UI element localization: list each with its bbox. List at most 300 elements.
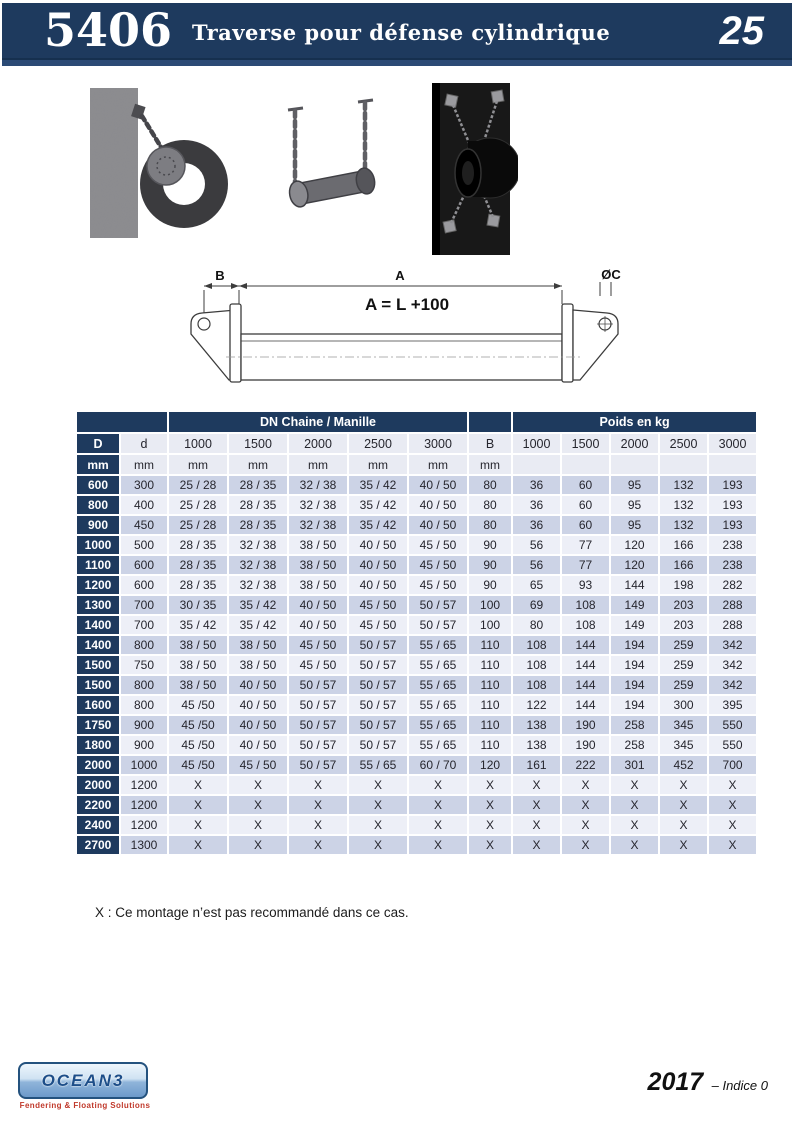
col-header: D (77, 434, 119, 453)
table-cell: 203 (660, 596, 707, 614)
table-cell: X (611, 816, 658, 834)
table-cell: 1200 (121, 816, 167, 834)
table-cell: 1200 (121, 776, 167, 794)
table-row (77, 676, 756, 694)
table-cell: 38 / 50 (289, 576, 347, 594)
table-cell: 28 / 35 (229, 476, 287, 494)
table-cell: 35 / 42 (169, 616, 227, 634)
table-cell: 40 / 50 (229, 696, 287, 714)
table-cell: 90 (469, 536, 511, 554)
table-cell: 120 (611, 536, 658, 554)
group-header-dn: DN Chaine / Manille (169, 412, 467, 432)
table-cell: 40 / 50 (349, 576, 407, 594)
table-cell: 45 /50 (169, 696, 227, 714)
table-cell: 700 (121, 616, 167, 634)
table-cell: 55 / 65 (409, 716, 467, 734)
table-cell: 144 (562, 656, 609, 674)
table-cell: 108 (513, 656, 560, 674)
col-header: 3000 (709, 434, 756, 453)
unit-cell (709, 455, 756, 474)
col-header: 1000 (169, 434, 227, 453)
table-row (77, 576, 756, 594)
table-cell: 450 (121, 516, 167, 534)
table-cell: 32 / 38 (289, 496, 347, 514)
table-cell: 122 (513, 696, 560, 714)
table-cell: 77 (562, 556, 609, 574)
table-cell: 45 / 50 (229, 756, 287, 774)
table-cell: 35 / 42 (229, 596, 287, 614)
table-cell: X (229, 816, 287, 834)
table-row (77, 496, 756, 514)
spec-table (75, 410, 758, 856)
table-cell: 95 (611, 516, 658, 534)
table-cell: 108 (562, 596, 609, 614)
table-cell: 25 / 28 (169, 496, 227, 514)
table-cell: 60 (562, 476, 609, 494)
table-cell: 36 (513, 516, 560, 534)
table-cell: 69 (513, 596, 560, 614)
table-cell: 38 / 50 (169, 656, 227, 674)
table-cell: 25 / 28 (169, 476, 227, 494)
table-cell: X (709, 776, 756, 794)
table-cell: 800 (121, 636, 167, 654)
col-header: 3000 (409, 434, 467, 453)
table-cell: 95 (611, 496, 658, 514)
table-cell: X (709, 816, 756, 834)
row-header: 2200 (77, 796, 119, 814)
table-cell: 50 / 57 (349, 696, 407, 714)
table-cell: 28 / 35 (229, 496, 287, 514)
row-header: 1750 (77, 716, 119, 734)
table-cell: 93 (562, 576, 609, 594)
unit-cell: mm (469, 455, 511, 474)
table-cell: X (562, 836, 609, 854)
row-header: 2400 (77, 816, 119, 834)
table-cell: 550 (709, 716, 756, 734)
unit-cell: mm (349, 455, 407, 474)
group-spacer (77, 412, 167, 432)
table-cell: 259 (660, 656, 707, 674)
row-header: 600 (77, 476, 119, 494)
table-cell: X (349, 816, 407, 834)
table-cell: X (169, 776, 227, 794)
table-cell: 95 (611, 476, 658, 494)
table-cell: 149 (611, 596, 658, 614)
unit-cell: mm (77, 455, 119, 474)
table-row (77, 836, 756, 854)
table-row (77, 696, 756, 714)
table-cell: 258 (611, 716, 658, 734)
table-cell: 80 (513, 616, 560, 634)
table-cell: 40 / 50 (289, 616, 347, 634)
table-cell: 40 / 50 (349, 556, 407, 574)
unit-cell: mm (121, 455, 167, 474)
photo-traverse-chains (268, 93, 400, 225)
table-cell: 35 / 42 (349, 476, 407, 494)
table-row (77, 516, 756, 534)
table-cell: X (611, 836, 658, 854)
table-cell: X (660, 776, 707, 794)
table-cell: 282 (709, 576, 756, 594)
table-cell: 300 (660, 696, 707, 714)
table-cell: 40 / 50 (229, 676, 287, 694)
row-header: 1400 (77, 616, 119, 634)
table-cell: 45 / 50 (289, 656, 347, 674)
table-cell: 203 (660, 616, 707, 634)
col-header: 1000 (513, 434, 560, 453)
row-header: 1800 (77, 736, 119, 754)
table-cell: 1300 (121, 836, 167, 854)
table-cell: X (289, 816, 347, 834)
table-cell: 132 (660, 496, 707, 514)
unit-cell: mm (229, 455, 287, 474)
table-cell: X (562, 776, 609, 794)
table-cell: 800 (121, 676, 167, 694)
table-row (77, 776, 756, 794)
edition-year: 2017 (647, 1068, 704, 1096)
table-cell: 194 (611, 676, 658, 694)
col-header: d (121, 434, 167, 453)
table-cell: X (409, 776, 467, 794)
table-row (77, 636, 756, 654)
col-header: 2500 (660, 434, 707, 453)
table-cell: 60 / 70 (409, 756, 467, 774)
table-cell: 28 / 35 (169, 576, 227, 594)
table-cell: 1000 (121, 756, 167, 774)
col-header: B (469, 434, 511, 453)
table-cell: 32 / 38 (289, 476, 347, 494)
table-cell: 288 (709, 596, 756, 614)
row-header: 1300 (77, 596, 119, 614)
table-cell: 28 / 35 (169, 556, 227, 574)
unit-cell (562, 455, 609, 474)
table-cell: X (513, 836, 560, 854)
table-cell: X (611, 796, 658, 814)
table-cell: 45 / 50 (409, 536, 467, 554)
table-cell: 110 (469, 676, 511, 694)
row-header: 1500 (77, 656, 119, 674)
table-cell: 55 / 65 (409, 696, 467, 714)
table-row (77, 796, 756, 814)
table-cell: X (660, 816, 707, 834)
row-header: 1100 (77, 556, 119, 574)
chain-icon (142, 116, 164, 152)
table-cell: 193 (709, 476, 756, 494)
row-header: 900 (77, 516, 119, 534)
table-cell: 25 / 28 (169, 516, 227, 534)
table-cell: 500 (121, 536, 167, 554)
table-cell: X (513, 776, 560, 794)
table-cell: 198 (660, 576, 707, 594)
table-cell: 90 (469, 576, 511, 594)
table-cell: X (169, 816, 227, 834)
table-cell: 238 (709, 536, 756, 554)
table-cell: 259 (660, 636, 707, 654)
photo-cylindrical-fender-wall (432, 83, 518, 255)
edition-info (648, 1068, 768, 1097)
table-cell: 301 (611, 756, 658, 774)
table-cell: 342 (709, 676, 756, 694)
table-cell: X (169, 836, 227, 854)
page-title: Traverse pour défense cylindrique (192, 20, 611, 45)
table-cell: 345 (660, 716, 707, 734)
table-cell: 120 (469, 756, 511, 774)
table-cell: X (349, 836, 407, 854)
table-cell: 55 / 65 (409, 656, 467, 674)
row-header: 2000 (77, 756, 119, 774)
table-cell: 32 / 38 (289, 516, 347, 534)
table-cell: 100 (469, 616, 511, 634)
table-cell: X (709, 796, 756, 814)
table-cell: 400 (121, 496, 167, 514)
table-cell: X (289, 776, 347, 794)
table-cell: X (349, 796, 407, 814)
unit-cell: mm (409, 455, 467, 474)
table-cell: 190 (562, 716, 609, 734)
table-cell: X (229, 796, 287, 814)
table-cell: 110 (469, 736, 511, 754)
table-cell: 50 / 57 (349, 636, 407, 654)
col-header: 2500 (349, 434, 407, 453)
table-cell: X (229, 836, 287, 854)
table-cell: 144 (562, 636, 609, 654)
table-cell: 80 (469, 516, 511, 534)
table-cell: X (289, 796, 347, 814)
photo-pile-tire-fender (80, 88, 240, 258)
table-cell: X (513, 796, 560, 814)
table-cell: 110 (469, 636, 511, 654)
table-cell: 700 (121, 596, 167, 614)
table-cell: 100 (469, 596, 511, 614)
table-cell: 40 / 50 (229, 716, 287, 734)
table-cell: 1200 (121, 796, 167, 814)
table-cell: 50 / 57 (289, 676, 347, 694)
table-cell: X (469, 796, 511, 814)
table-cell: 194 (611, 636, 658, 654)
table-cell: 38 / 50 (169, 636, 227, 654)
table-cell: X (611, 776, 658, 794)
dim-label-c: ØC (601, 267, 621, 282)
table-cell: 40 / 50 (409, 516, 467, 534)
table-cell: 35 / 42 (349, 496, 407, 514)
doc-code: 5406 (44, 3, 173, 57)
table-cell: 342 (709, 636, 756, 654)
row-header: 1400 (77, 636, 119, 654)
table-row (77, 556, 756, 574)
table-cell: 55 / 65 (409, 676, 467, 694)
unit-cell: mm (289, 455, 347, 474)
table-cell: 750 (121, 656, 167, 674)
table-cell: 395 (709, 696, 756, 714)
table-cell: 40 / 50 (229, 736, 287, 754)
table-cell: 110 (469, 656, 511, 674)
row-header: 1600 (77, 696, 119, 714)
table-cell: 55 / 65 (349, 756, 407, 774)
table-cell: 32 / 38 (229, 556, 287, 574)
table-row (77, 616, 756, 634)
table-cell: 166 (660, 536, 707, 554)
table-cell: 35 / 42 (349, 516, 407, 534)
table-cell: 132 (660, 516, 707, 534)
table-row (77, 476, 756, 494)
page-number: 25 (719, 9, 764, 53)
table-cell: 161 (513, 756, 560, 774)
table-cell: X (562, 816, 609, 834)
table-cell: 110 (469, 716, 511, 734)
table-cell: 40 / 50 (289, 596, 347, 614)
edition-indice: – Indice 0 (711, 1078, 768, 1093)
table-cell: 45 /50 (169, 716, 227, 734)
table-cell: X (469, 836, 511, 854)
table-cell: X (709, 836, 756, 854)
table-row (77, 716, 756, 734)
table-cell: X (229, 776, 287, 794)
table-cell: 258 (611, 736, 658, 754)
logo-text: OCEAN3 (41, 1070, 125, 1090)
table-cell: 288 (709, 616, 756, 634)
table-cell: 342 (709, 656, 756, 674)
table-cell: 300 (121, 476, 167, 494)
unit-cell (513, 455, 560, 474)
table-cell: 194 (611, 696, 658, 714)
table-cell: 38 / 50 (229, 656, 287, 674)
table-cell: 138 (513, 716, 560, 734)
table-cell: 190 (562, 736, 609, 754)
table-cell: 600 (121, 576, 167, 594)
table-cell: 36 (513, 496, 560, 514)
table-cell: 65 (513, 576, 560, 594)
col-header: 1500 (562, 434, 609, 453)
col-header: 2000 (611, 434, 658, 453)
table-cell: 50 / 57 (409, 596, 467, 614)
table-cell: X (513, 816, 560, 834)
col-header: 2000 (289, 434, 347, 453)
table-cell: 45 / 50 (349, 616, 407, 634)
table-cell: 50 / 57 (289, 736, 347, 754)
table-cell: X (469, 776, 511, 794)
logo-box (18, 1062, 148, 1099)
table-cell: 38 / 50 (229, 636, 287, 654)
unit-cell (660, 455, 707, 474)
row-header: 1000 (77, 536, 119, 554)
table-cell: 80 (469, 496, 511, 514)
table-cell: 108 (513, 676, 560, 694)
table-row (77, 656, 756, 674)
table-cell: 38 / 50 (289, 536, 347, 554)
table-cell: 30 / 35 (169, 596, 227, 614)
table-cell: X (562, 796, 609, 814)
table-cell: 45 /50 (169, 756, 227, 774)
table-cell: 120 (611, 556, 658, 574)
table-cell: 40 / 50 (349, 536, 407, 554)
table-cell: 700 (709, 756, 756, 774)
table-cell: X (660, 796, 707, 814)
table-cell: 38 / 50 (289, 556, 347, 574)
table-cell: 77 (562, 536, 609, 554)
table-cell: 60 (562, 516, 609, 534)
unit-cell: mm (169, 455, 227, 474)
table-cell: X (289, 836, 347, 854)
table-cell: 50 / 57 (289, 716, 347, 734)
table-cell: 45 / 50 (409, 576, 467, 594)
table-cell: 193 (709, 496, 756, 514)
dim-formula: A = L +100 (364, 295, 450, 314)
table-cell: 238 (709, 556, 756, 574)
dim-label-b: B (215, 268, 225, 283)
dim-label-a: A (395, 268, 405, 283)
table-cell: X (660, 836, 707, 854)
table-cell: 50 / 57 (289, 696, 347, 714)
table-row (77, 816, 756, 834)
table-cell: 600 (121, 556, 167, 574)
table-cell: 36 (513, 476, 560, 494)
table-cell: 138 (513, 736, 560, 754)
table-cell: 45 /50 (169, 736, 227, 754)
table-cell: X (409, 836, 467, 854)
logo-tagline: Fendering & Floating Solutions (19, 1101, 151, 1110)
table-cell: 40 / 50 (409, 476, 467, 494)
table-cell: 50 / 57 (349, 656, 407, 674)
table-cell: 50 / 57 (289, 756, 347, 774)
unit-cell (611, 455, 658, 474)
dimension-drawing (170, 266, 644, 394)
table-cell: 132 (660, 476, 707, 494)
row-header: 2700 (77, 836, 119, 854)
table-cell: 32 / 38 (229, 576, 287, 594)
table-cell: 550 (709, 736, 756, 754)
table-cell: 45 / 50 (289, 636, 347, 654)
table-cell: 28 / 35 (169, 536, 227, 554)
table-cell: 40 / 50 (409, 496, 467, 514)
table-cell: 144 (562, 676, 609, 694)
row-header: 1500 (77, 676, 119, 694)
table-cell: X (349, 776, 407, 794)
footnote: X : Ce montage n’est pas recommandé dans ce cas. (95, 905, 409, 920)
table-cell: 166 (660, 556, 707, 574)
table-cell: 345 (660, 736, 707, 754)
table-cell: 193 (709, 516, 756, 534)
table-cell: X (409, 796, 467, 814)
table-cell: 900 (121, 716, 167, 734)
table-cell: 50 / 57 (349, 716, 407, 734)
table-cell: 55 / 65 (409, 736, 467, 754)
table-cell: 56 (513, 556, 560, 574)
company-logo (18, 1062, 152, 1110)
table-cell: 144 (562, 696, 609, 714)
table-cell: 800 (121, 696, 167, 714)
header-band (2, 3, 792, 60)
table-cell: 55 / 65 (409, 636, 467, 654)
table-cell: 110 (469, 696, 511, 714)
table-cell: 108 (562, 616, 609, 634)
table-row (77, 756, 756, 774)
table-cell: 50 / 57 (409, 616, 467, 634)
table-cell: 60 (562, 496, 609, 514)
group-header-poids: Poids en kg (513, 412, 756, 432)
table-cell: X (169, 796, 227, 814)
table-cell: 38 / 50 (169, 676, 227, 694)
table-cell: 45 / 50 (409, 556, 467, 574)
table-row (77, 596, 756, 614)
table-cell: 452 (660, 756, 707, 774)
table-cell: 35 / 42 (229, 616, 287, 634)
table-cell: 259 (660, 676, 707, 694)
table-cell: 144 (611, 576, 658, 594)
table-cell: X (469, 816, 511, 834)
table-cell: 900 (121, 736, 167, 754)
group-spacer (469, 412, 511, 432)
table-cell: 194 (611, 656, 658, 674)
